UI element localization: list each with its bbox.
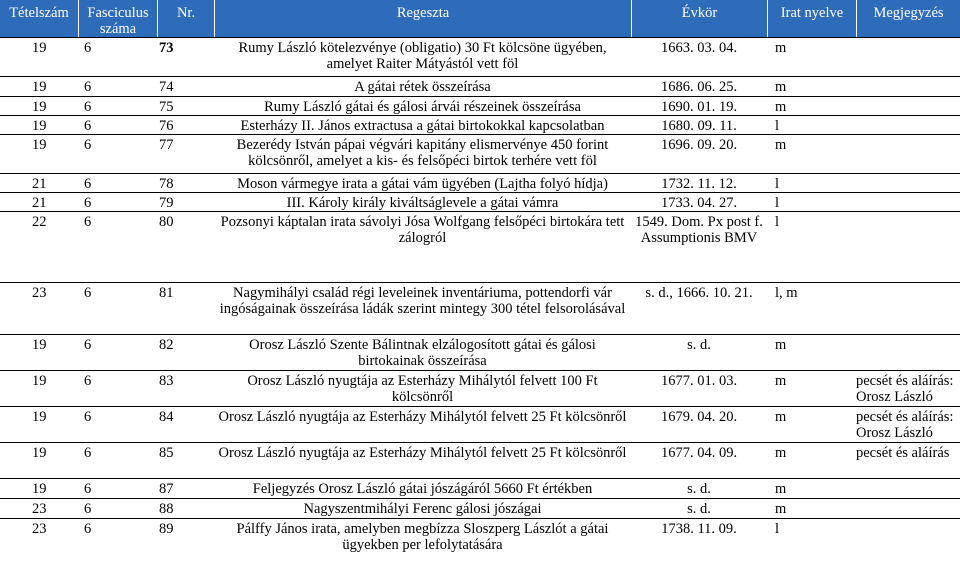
cell-megjegyzes <box>856 76 960 96</box>
cell-regeszta: Orosz László nyugtája az Esterházy Mihálytól felvett 100 Ft kölcsönről <box>214 370 631 406</box>
cell-megjegyzes: pecsét és aláírás <box>856 442 960 478</box>
cell-evkor: 1549. Dom. Px post f. Assumptionis BMV <box>631 211 767 282</box>
cell-irat-nyelve: l, m <box>767 282 856 334</box>
cell-tetelszam: 19 <box>0 478 78 498</box>
cell-regeszta: Pozsonyi káptalan irata sávolyi Jósa Wolfgang felsőpéci birtokára tett zálogról <box>214 211 631 282</box>
header-nr: Nr. <box>157 0 214 37</box>
cell-evkor: 1738. 11. 09. <box>631 518 767 557</box>
cell-irat-nyelve: m <box>767 76 856 96</box>
cell-fasciculus: 6 <box>78 478 157 498</box>
cell-regeszta: Nagymihályi család régi leveleinek inventáriuma, pottendorfi vár ingóságainak összeírása ládák szerint mintegy 300 tétel felsorolásával <box>214 282 631 334</box>
cell-megjegyzes <box>856 334 960 370</box>
cell-tetelszam: 23 <box>0 282 78 334</box>
cell-megjegyzes <box>856 173 960 192</box>
cell-fasciculus: 6 <box>78 282 157 334</box>
cell-fasciculus: 6 <box>78 134 157 173</box>
cell-nr: 89 <box>157 518 214 557</box>
cell-megjegyzes <box>856 192 960 211</box>
cell-evkor: 1679. 04. 20. <box>631 406 767 442</box>
cell-tetelszam: 23 <box>0 518 78 557</box>
cell-irat-nyelve: l <box>767 518 856 557</box>
cell-nr: 73 <box>157 37 214 76</box>
cell-irat-nyelve: m <box>767 96 856 115</box>
cell-irat-nyelve: m <box>767 406 856 442</box>
header-evkor: Évkör <box>631 0 767 37</box>
cell-megjegyzes: pecsét és aláírás: Orosz László <box>856 406 960 442</box>
cell-irat-nyelve: l <box>767 115 856 134</box>
cell-nr: 75 <box>157 96 214 115</box>
cell-fasciculus: 6 <box>78 192 157 211</box>
cell-irat-nyelve: m <box>767 370 856 406</box>
cell-megjegyzes <box>856 37 960 76</box>
cell-nr: 80 <box>157 211 214 282</box>
cell-regeszta: Esterházy II. János extractusa a gátai birtokokkal kapcsolatban <box>214 115 631 134</box>
cell-regeszta: A gátai rétek összeírása <box>214 76 631 96</box>
cell-tetelszam: 21 <box>0 192 78 211</box>
cell-tetelszam: 21 <box>0 173 78 192</box>
cell-tetelszam: 23 <box>0 498 78 518</box>
cell-regeszta: Orosz László nyugtája az Esterházy Mihálytól felvett 25 Ft kölcsönről <box>214 406 631 442</box>
cell-evkor: 1690. 01. 19. <box>631 96 767 115</box>
header-megjegyzes: Megjegyzés <box>856 0 960 37</box>
cell-tetelszam: 19 <box>0 76 78 96</box>
cell-evkor: s. d. <box>631 498 767 518</box>
cell-nr: 77 <box>157 134 214 173</box>
cell-regeszta: Orosz László Szente Bálintnak elzálogosított gátai és gálosi birtokainak összeírása <box>214 334 631 370</box>
cell-irat-nyelve: m <box>767 478 856 498</box>
cell-megjegyzes: pecsét és aláírás: Orosz László <box>856 370 960 406</box>
cell-fasciculus: 6 <box>78 96 157 115</box>
header-tetelszam: Tételszám <box>0 0 78 37</box>
cell-fasciculus: 6 <box>78 442 157 478</box>
cell-nr: 78 <box>157 173 214 192</box>
cell-fasciculus: 6 <box>78 211 157 282</box>
cell-evkor: 1732. 11. 12. <box>631 173 767 192</box>
cell-fasciculus: 6 <box>78 498 157 518</box>
cell-nr: 82 <box>157 334 214 370</box>
cell-irat-nyelve: l <box>767 211 856 282</box>
cell-evkor: s. d. <box>631 334 767 370</box>
cell-evkor: 1686. 06. 25. <box>631 76 767 96</box>
cell-nr: 87 <box>157 478 214 498</box>
cell-regeszta: Rumy László gátai és gálosi árvái részeinek összeírása <box>214 96 631 115</box>
cell-megjegyzes <box>856 478 960 498</box>
cell-regeszta: Moson vármegye irata a gátai vám ügyében (Lajtha folyó hídja) <box>214 173 631 192</box>
cell-irat-nyelve: l <box>767 173 856 192</box>
cell-irat-nyelve: m <box>767 134 856 173</box>
cell-tetelszam: 19 <box>0 115 78 134</box>
cell-megjegyzes <box>856 282 960 334</box>
cell-regeszta: Pálffy János irata, amelyben megbízza Sloszperg Lászlót a gátai ügyekben per lefolytatására <box>214 518 631 557</box>
cell-fasciculus: 6 <box>78 518 157 557</box>
cell-nr: 88 <box>157 498 214 518</box>
cell-evkor: 1663. 03. 04. <box>631 37 767 76</box>
cell-fasciculus: 6 <box>78 173 157 192</box>
cell-evkor: 1677. 04. 09. <box>631 442 767 478</box>
cell-tetelszam: 22 <box>0 211 78 282</box>
cell-fasciculus: 6 <box>78 334 157 370</box>
cell-fasciculus: 6 <box>78 406 157 442</box>
cell-nr: 83 <box>157 370 214 406</box>
cell-tetelszam: 19 <box>0 370 78 406</box>
cell-regeszta: Bezerédy István pápai végvári kapitány elismervénye 450 forint kölcsönről, amelyet a kis- és felsőpéci birtok terhére vett föl <box>214 134 631 173</box>
cell-regeszta: Orosz László nyugtája az Esterházy Mihálytól felvett 25 Ft kölcsönről <box>214 442 631 478</box>
cell-irat-nyelve: l <box>767 192 856 211</box>
cell-tetelszam: 19 <box>0 442 78 478</box>
cell-megjegyzes <box>856 498 960 518</box>
cell-megjegyzes <box>856 115 960 134</box>
cell-evkor: 1733. 04. 27. <box>631 192 767 211</box>
cell-nr: 79 <box>157 192 214 211</box>
cell-megjegyzes <box>856 518 960 557</box>
cell-regeszta: Rumy László kötelezvénye (obligatio) 30 Ft kölcsöne ügyében, amelyet Raiter Mátyástól vett föl <box>214 37 631 76</box>
cell-megjegyzes <box>856 134 960 173</box>
cell-irat-nyelve: m <box>767 442 856 478</box>
cell-regeszta: Nagyszentmihályi Ferenc gálosi jószágai <box>214 498 631 518</box>
cell-fasciculus: 6 <box>78 115 157 134</box>
cell-irat-nyelve: m <box>767 334 856 370</box>
cell-nr: 76 <box>157 115 214 134</box>
cell-megjegyzes <box>856 96 960 115</box>
cell-tetelszam: 19 <box>0 37 78 76</box>
cell-megjegyzes <box>856 211 960 282</box>
cell-tetelszam: 19 <box>0 334 78 370</box>
cell-fasciculus: 6 <box>78 370 157 406</box>
header-fasciculus: Fasciculus száma <box>78 0 157 37</box>
cell-fasciculus: 6 <box>78 76 157 96</box>
cell-tetelszam: 19 <box>0 406 78 442</box>
cell-evkor: s. d., 1666. 10. 21. <box>631 282 767 334</box>
cell-evkor: 1677. 01. 03. <box>631 370 767 406</box>
cell-nr: 74 <box>157 76 214 96</box>
cell-tetelszam: 19 <box>0 96 78 115</box>
cell-nr: 85 <box>157 442 214 478</box>
cell-evkor: s. d. <box>631 478 767 498</box>
cell-irat-nyelve: m <box>767 498 856 518</box>
cell-tetelszam: 19 <box>0 134 78 173</box>
cell-regeszta: Feljegyzés Orosz László gátai jószágáról 5660 Ft értékben <box>214 478 631 498</box>
header-regeszta: Regeszta <box>214 0 631 37</box>
header-irat-nyelve: Irat nyelve <box>767 0 856 37</box>
cell-evkor: 1680. 09. 11. <box>631 115 767 134</box>
cell-fasciculus: 6 <box>78 37 157 76</box>
cell-regeszta: III. Károly király kiváltságlevele a gátai vámra <box>214 192 631 211</box>
cell-nr: 81 <box>157 282 214 334</box>
cell-evkor: 1696. 09. 20. <box>631 134 767 173</box>
cell-irat-nyelve: m <box>767 37 856 76</box>
cell-nr: 84 <box>157 406 214 442</box>
